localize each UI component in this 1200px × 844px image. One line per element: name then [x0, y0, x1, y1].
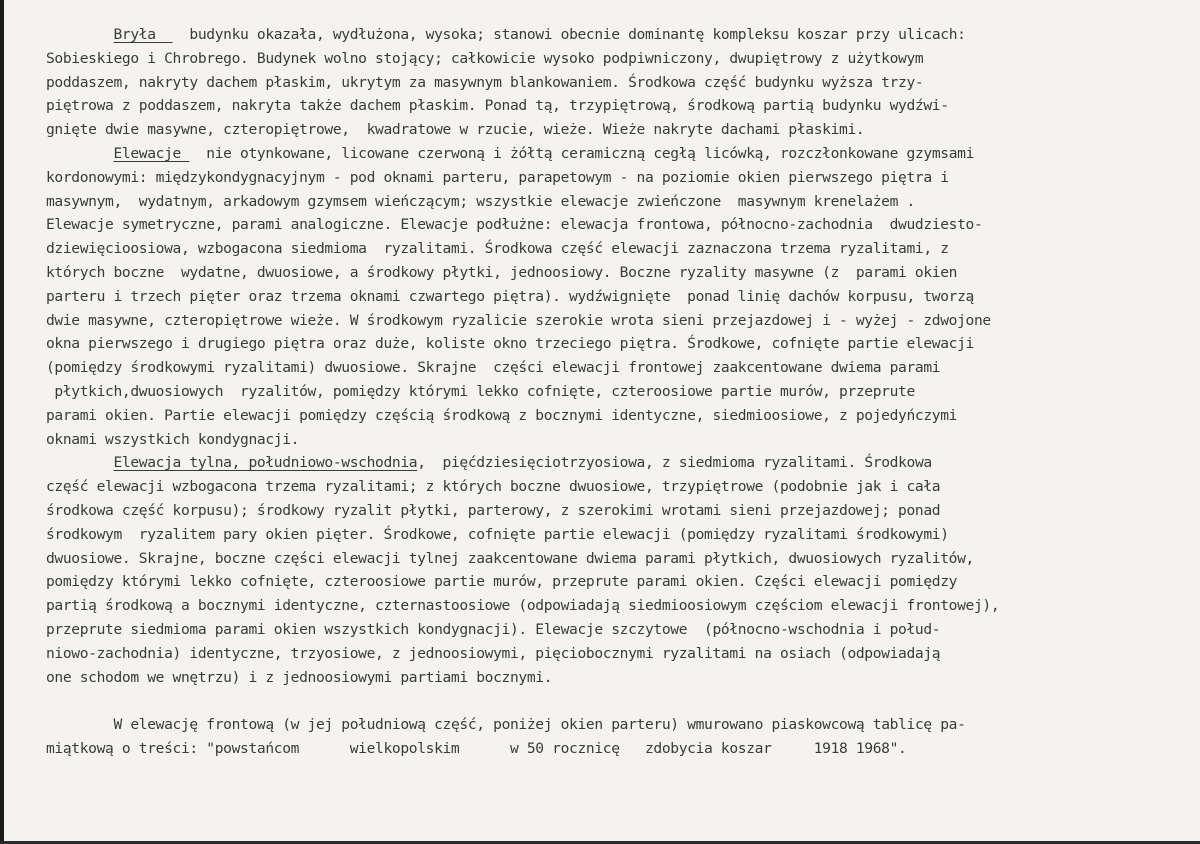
text-line [46, 451, 1196, 475]
line-text: poddaszem, nakryty dachem płaskim, ukrytym za masywnym blankowaniem. Środkowa część budynku wyższa trzy- [46, 73, 924, 91]
text-line [46, 689, 1196, 713]
line-text: część elewacji wzbogacona trzema ryzalitami; z których boczne dwuosiowe, trzypiętrowe (podobnie jak i cała [46, 478, 941, 496]
text-line [46, 499, 1196, 523]
text-line [46, 166, 1196, 190]
line-text: , pięćdziesięciotrzyosiowa, z siedmioma ryzalitami. Środkowa [417, 454, 932, 472]
text-line [46, 142, 1196, 166]
text-line [46, 261, 1196, 285]
line-text: W elewację frontową (w jej południową część, poniżej okien parteru) wmurowano piaskowcową tablicę pa- [113, 716, 966, 734]
underlined-heading: Bryła [113, 26, 173, 43]
line-text: dwie masywne, czteropiętrowe wieże. W środkowym ryzalicie szerokie wrota sieni przejazdowej i - wyżej - zdwojone [46, 311, 991, 329]
line-text: okna pierwszego i drugiego piętra oraz duże, koliste okno trzeciego piętra. Środkowe, cofnięte partie elewacji [46, 335, 974, 353]
line-text: dziewięcioosiowa, wzbogacona siedmioma ryzalitami. Środkowa część elewacji zaznaczona trzema ryzalitami, z [46, 240, 949, 258]
scan-border-left [0, 0, 4, 844]
line-text: przeprute siedmioma parami okien wszystkich kondygnacji). Elewacje szczytowe (północno-wschodnia i połud- [46, 620, 941, 638]
line-text: środkowa część korpusu); środkowy ryzalit płytki, parterowy, z szerokimi wrotami sieni przejazdowej; ponad [46, 501, 941, 519]
text-line [46, 618, 1196, 642]
line-text: pomiędzy którymi lekko cofnięte, czteroosiowe partie murów, przeprute parami okien. Części elewacji pomiędzy [46, 573, 958, 591]
text-line [46, 213, 1196, 237]
line-text: miątkową o treści: "powstańcom wielkopolskim w 50 rocznicę zdobycia koszar 1918 1968". [46, 739, 907, 757]
text-line [46, 237, 1196, 261]
line-text: których boczne wydatne, dwuosiowe, a środkowy płytki, jednoosiowy. Boczne ryzality masywne (z parami okien [46, 263, 958, 281]
text-line [46, 94, 1196, 118]
text-line [46, 47, 1196, 71]
line-text: niowo-zachodnia) identyczne, trzyosiowe, z jednoosiowymi, pięciobocznymi ryzalitami na osiach (odpowiadają [46, 644, 941, 662]
text-line [46, 380, 1196, 404]
line-text: środkowym ryzalitem pary okien pięter. Środkowe, cofnięte partie elewacji (pomiędzy ryzalitami środkowymi) [46, 525, 949, 543]
line-text [46, 145, 114, 162]
underlined-heading: Elewacje [113, 144, 190, 162]
line-text: partią środkową a bocznymi identyczne, czternastoosiowe (odpowiadają siedmioosiowym częściom elewacji frontowej), [46, 597, 1000, 615]
text-line [46, 71, 1196, 95]
text-line [46, 356, 1196, 380]
typewritten-text-body [46, 23, 1196, 761]
line-text: Sobieskiego i Chrobrego. Budynek wolno stojący; całkowicie wysoko podpiwniczony, dwupiętrowy z użytkowym [46, 49, 924, 67]
text-line [46, 475, 1196, 499]
text-line [46, 428, 1196, 452]
line-text [46, 26, 114, 43]
underlined-heading: Elewacja tylna, południowo-wschodnia [113, 454, 418, 472]
text-line [46, 594, 1196, 618]
text-line [46, 666, 1196, 690]
line-text [46, 716, 114, 733]
line-text: kordonowymi: międzykondygnacyjnym - pod oknami parteru, parapetowym - na poziomie okien pierwszego piętra i [46, 168, 949, 186]
text-line [46, 642, 1196, 666]
text-line [46, 404, 1196, 428]
line-text: oknami wszystkich kondygnacji. [46, 430, 300, 448]
text-line [46, 332, 1196, 356]
line-text: parami okien. Partie elewacji pomiędzy częścią środkową z bocznymi identyczne, siedmioosiowe, z pojedyńczymi [46, 406, 958, 424]
text-line [46, 190, 1196, 214]
line-text: dwuosiowe. Skrajne, boczne części elewacji tylnej zaakcentowane dwiema parami płytkich, dwuosiowych ryzalitów, [46, 549, 974, 567]
text-line [46, 118, 1196, 142]
text-line [46, 713, 1196, 737]
line-text: budynku okazała, wydłużona, wysoka; stanowi obecnie dominantę kompleksu koszar przy ulicach: [172, 26, 966, 43]
text-line [46, 570, 1196, 594]
text-line [46, 23, 1196, 47]
text-line [46, 737, 1196, 761]
text-line [46, 309, 1196, 333]
line-text [46, 454, 114, 471]
line-text: gnięte dwie masywne, czteropiętrowe, kwadratowe w rzucie, wieże. Wieże nakryte dachami płaskimi. [46, 121, 865, 139]
line-text: Elewacje symetryczne, parami analogiczne. Elewacje podłużne: elewacja frontowa, północno-zachodnia dwudziesto- [46, 216, 983, 234]
line-text: płytkich,dwuosiowych ryzalitów, pomiędzy którymi lekko cofnięte, czteroosiowe partie murów, przeprute [46, 382, 915, 400]
text-line [46, 523, 1196, 547]
text-line [46, 285, 1196, 309]
line-text: one schodom we wnętrzu) i z jednoosiowymi partiami bocznymi. [46, 668, 553, 686]
line-text: (pomiędzy środkowymi ryzalitami) dwuosiowe. Skrajne części elewacji frontowej zaakcentowane dwiema parami [46, 359, 941, 377]
line-text: parteru i trzech pięter oraz trzema oknami czwartego piętra). wydźwignięte ponad linię dachów korpusu, tworzą [46, 287, 974, 305]
text-line [46, 547, 1196, 571]
line-text: nie otynkowane, licowane czerwoną i żółtą ceramiczną cegłą licówką, rozczłonkowane gzymsami [189, 144, 975, 162]
line-text: piętrowa z poddaszem, nakryta także dachem płaskim. Ponad tą, trzypiętrową, środkową partią budynku wydźwi- [46, 97, 949, 115]
line-text: masywnym, wydatnym, arkadowym gzymsem wieńczącym; wszystkie elewacje zwieńczone masywnym krenelażem . [46, 192, 915, 210]
